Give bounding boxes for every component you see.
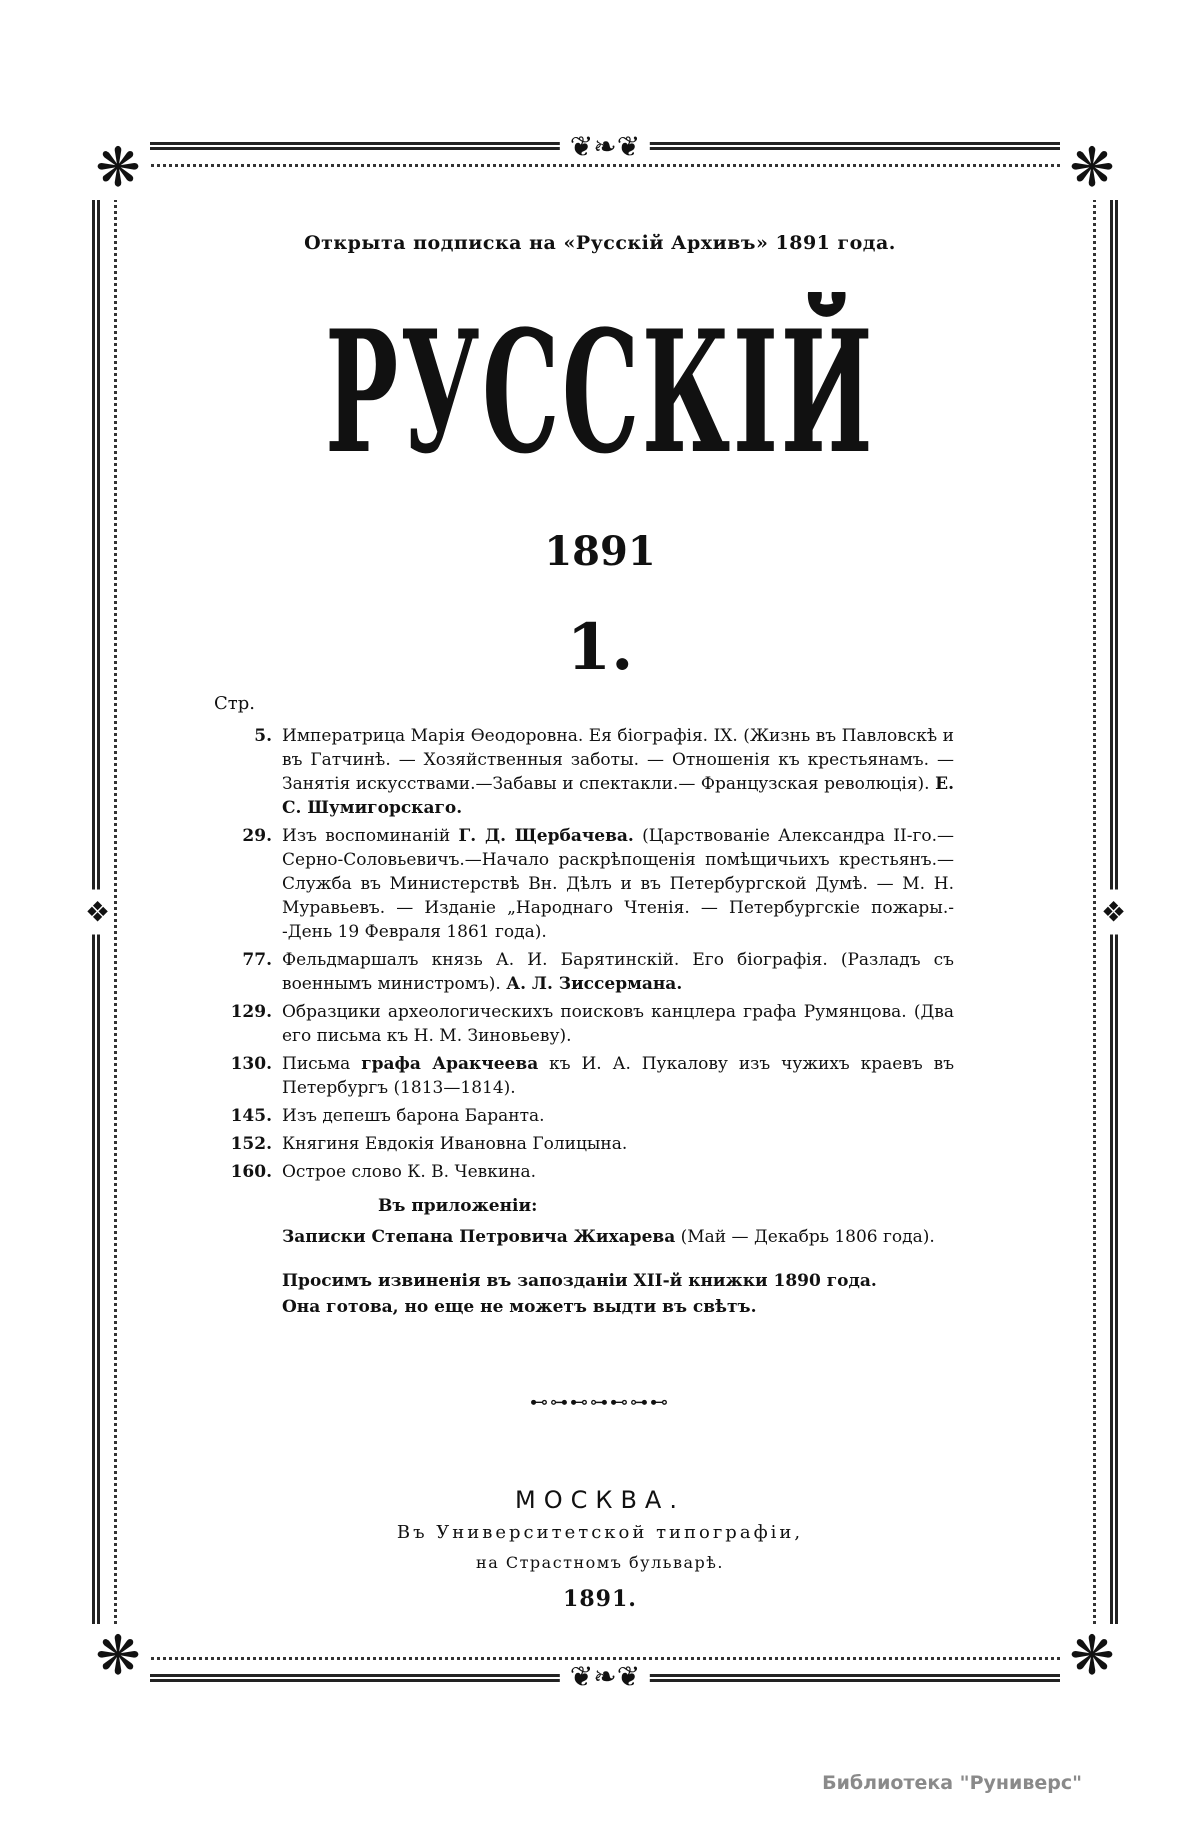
border-flourish-icon: ❦❧❦ xyxy=(560,1662,650,1692)
contents-entry xyxy=(214,1000,954,1048)
table-of-contents xyxy=(214,692,954,1320)
border-flourish-icon: ❖ xyxy=(82,890,112,935)
entry-text: Княгиня Евдокія Ивановна Голицына. xyxy=(282,1134,628,1154)
contents-entry xyxy=(214,1104,954,1128)
entry-text: Образцики археологическихъ поисковъ канцлера графа Румянцова. (Два его письма къ Н. М. Зиновьеву). xyxy=(282,1002,954,1046)
contents-entry xyxy=(214,1052,954,1100)
entry-page: 160. xyxy=(230,1162,272,1182)
masthead-title: РУССКІЙ xyxy=(325,293,875,491)
supplement-text: Записки Степана Петровича Жихарева (Май — Декабрь 1806 года). xyxy=(282,1227,935,1247)
masthead xyxy=(0,292,1200,492)
border-flourish-icon: ❖ xyxy=(1098,890,1128,935)
corner-ornament-icon: ❋ xyxy=(86,1624,150,1688)
entry-page: 129. xyxy=(230,1002,272,1022)
contents-entry xyxy=(214,948,954,996)
corner-ornament-icon: ❋ xyxy=(86,136,150,200)
entry-author: А. Л. Зиссермана. xyxy=(506,974,683,994)
contents-entry xyxy=(214,1132,954,1156)
entry-author: графа Аракчеева xyxy=(361,1054,539,1074)
entry-text: Фельдмаршалъ князь А. И. Барятинскій. Его біографія. (Разладъ съ военнымъ министромъ). А. Л. Зиссермана. xyxy=(282,950,954,994)
imprint-year: 1891. xyxy=(563,1586,637,1612)
contents-entry xyxy=(214,824,954,944)
entry-page: 77. xyxy=(242,950,272,970)
entry-page: 145. xyxy=(230,1106,272,1126)
supplement-heading: Въ приложеніи: xyxy=(378,1196,538,1216)
corner-ornament-icon: ❋ xyxy=(1060,136,1124,200)
entry-page: 152. xyxy=(230,1134,272,1154)
library-watermark: Библиотека "Руниверс" xyxy=(822,1772,1082,1794)
imprint-city: МОСКВА. xyxy=(515,1486,685,1514)
imprint-address: на Страстномъ бульварѣ. xyxy=(476,1553,724,1572)
entry-text: Изъ депешъ барона Баранта. xyxy=(282,1106,545,1126)
contents-entry xyxy=(214,1160,954,1184)
entry-author: Г. Д. Щербачева. xyxy=(458,826,634,846)
border-flourish-icon: ❦❧❦ xyxy=(560,132,650,162)
entry-page: 5. xyxy=(254,726,272,746)
divider-ornament: ⊷⊶⊷⊶⊷⊶⊷ xyxy=(530,1392,670,1413)
entry-text: Императрица Марія Ѳеодоровна. Ея біографія. IX. (Жизнь въ Павловскѣ и въ Гатчинѣ. — Хозяйственныя заботы. — Отношенія къ крестьянамъ. — Занятія искусствами.—Забавы и спектакли.— Французская революція). Е. С. Шумигорскаго. xyxy=(282,726,954,818)
volume-year: 1891 xyxy=(544,528,656,575)
page-column-label: Стр. xyxy=(214,693,255,714)
apology-notice: Просимъ извиненія въ запозданіи XII-й книжки 1890 года. Она готова, но еще не можетъ выдти въ свѣтъ. xyxy=(282,1271,877,1317)
contents-entry xyxy=(214,724,954,820)
issue-number: 1. xyxy=(566,610,634,685)
entry-text: Острое слово К. В. Чевкина. xyxy=(282,1162,537,1182)
entry-page: 29. xyxy=(242,826,272,846)
entry-author: Е. С. Шумигорскаго. xyxy=(282,774,954,818)
entry-text: Изъ воспоминаній Г. Д. Щербачева. (Царствованіе Александра II-го.—Серно-Соловьевичъ.—Начало раскрѣпощенія помѣщичьихъ крестьянъ.—Служба въ Министерствѣ Вн. Дѣлъ и въ Петербургской Думѣ. — М. Н. Муравьевъ. — Изданіе „Народнаго Чтенія. — Петербургскіе пожары.-‑День 19 Февраля 1861 года). xyxy=(282,826,955,942)
subscription-notice: Открыта подписка на «Русскій Архивъ» 1891 года. xyxy=(304,232,896,254)
corner-ornament-icon: ❋ xyxy=(1060,1624,1124,1688)
entry-text: Письма графа Аракчеева къ И. А. Пукалову изъ чужихъ краевъ въ Петербургъ (1813—1814). xyxy=(282,1054,955,1098)
imprint-printer: Въ Университетской типографіи, xyxy=(396,1522,804,1543)
entry-page: 130. xyxy=(230,1054,272,1074)
